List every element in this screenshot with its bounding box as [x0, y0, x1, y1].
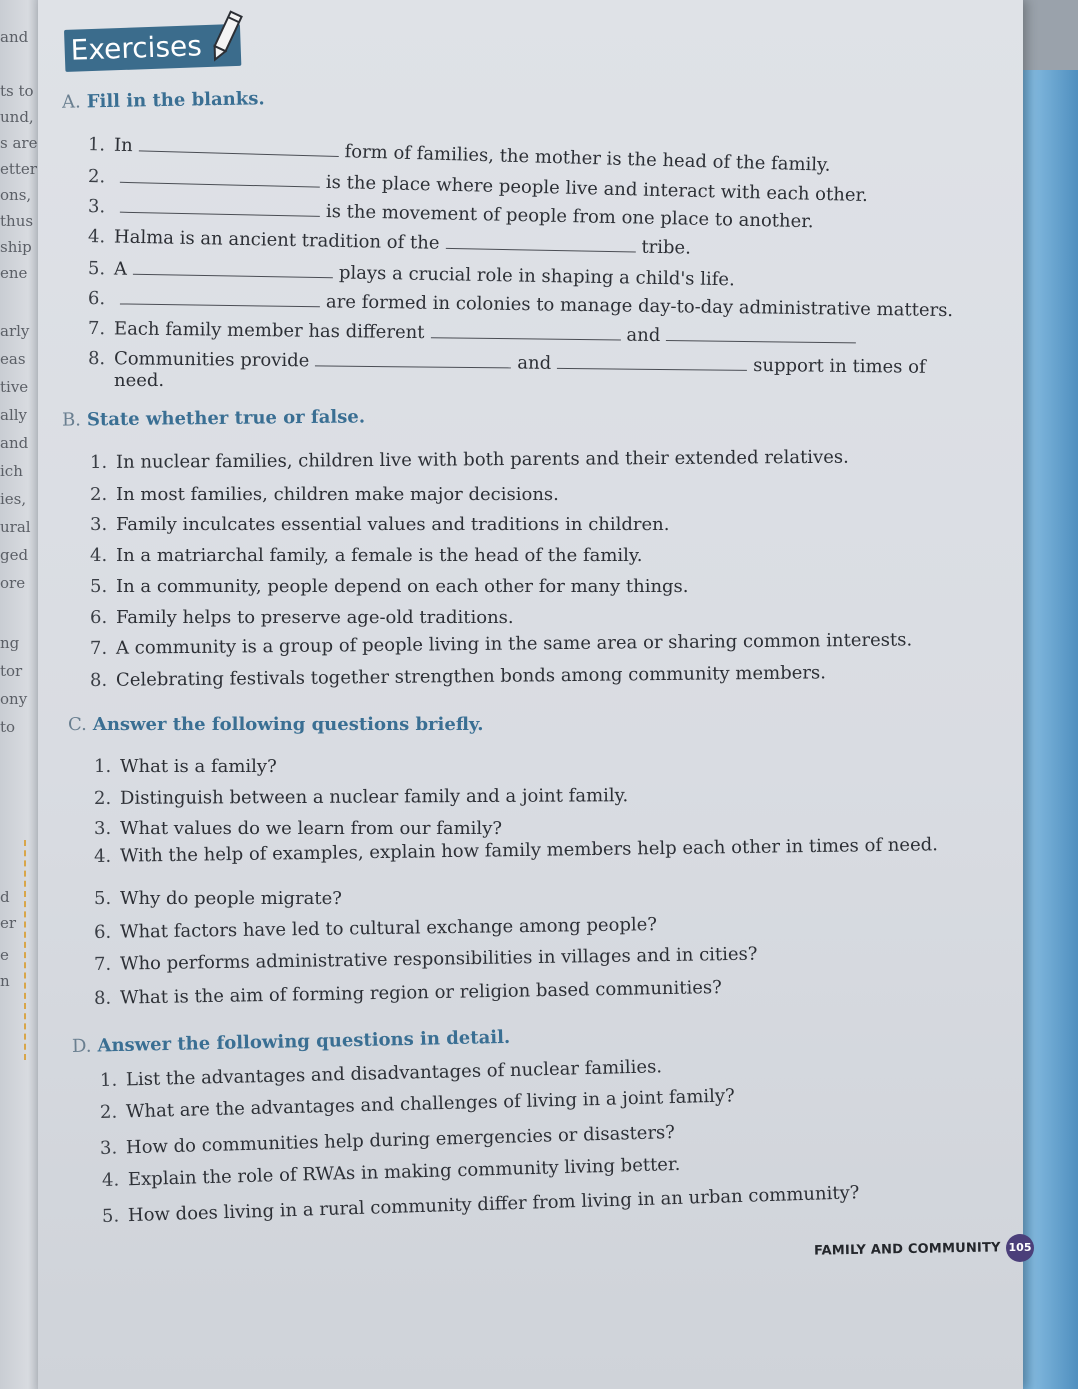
list-item — [90, 447, 849, 473]
item-text: List the advantages and disadvantages of nuclear families. — [125, 1056, 663, 1091]
margin-fragment: ship — [0, 238, 32, 256]
item-number: 6. — [93, 921, 112, 943]
item-number: 3. — [87, 196, 106, 218]
margin-fragment: thus — [0, 212, 34, 230]
margin-fragment: e — [0, 946, 9, 964]
answer-blank — [120, 198, 320, 217]
list-item — [94, 785, 628, 809]
item-text: are formed in colonies to manage day-to-day administrative matters. — [325, 291, 954, 322]
list-item — [100, 1085, 735, 1123]
item-number: 8. — [89, 669, 108, 691]
item-text: What factors have led to cultural exchange among people? — [119, 914, 658, 943]
margin-fragment: etter — [0, 160, 37, 178]
item-text: What are the advantages and challenges of living in a joint family? — [125, 1085, 736, 1123]
list-item — [94, 756, 277, 777]
margin-fragment: ies, — [0, 490, 27, 508]
page-number-badge: 105 — [1006, 1234, 1034, 1262]
item-text: support in times of — [753, 354, 926, 378]
margin-fragment: ts to — [0, 82, 34, 100]
item-text: Each family member has different — [113, 318, 425, 344]
item-text: A — [113, 258, 128, 280]
item-number: 2. — [87, 166, 106, 188]
section-letter: A. — [61, 91, 81, 113]
list-item — [102, 1182, 860, 1227]
answer-blank — [557, 354, 747, 371]
item-text: In a community, people depend on each other for many things. — [116, 576, 689, 597]
margin-fragment: ich — [0, 462, 23, 480]
answer-blank — [120, 168, 320, 188]
margin-fragment: ore — [0, 574, 26, 592]
item-text: form of families, the mother is the head of the family. — [344, 141, 831, 176]
item-number: 2. — [90, 484, 108, 505]
margin-fragment: d — [0, 888, 10, 906]
item-text: In — [113, 134, 133, 157]
item-text: tribe. — [641, 236, 692, 259]
item-text: and — [626, 324, 661, 346]
blank-item — [88, 226, 691, 259]
list-item — [94, 888, 342, 909]
blank-item — [88, 288, 953, 321]
pencil-icon — [206, 8, 246, 64]
answer-blank — [139, 136, 339, 157]
margin-fragment: tor — [0, 662, 23, 680]
blank-item — [88, 318, 863, 348]
item-text: With the help of examples, explain how family members help each other in times of need. — [119, 834, 939, 867]
item-number: 3. — [94, 818, 112, 839]
item-text: Family inculcates essential values and traditions in children. — [116, 514, 670, 535]
margin-fragment: and — [0, 434, 29, 452]
list-item — [90, 514, 670, 535]
section-c-heading — [68, 714, 484, 735]
section-letter: D. — [71, 1035, 92, 1057]
list-item — [94, 818, 502, 839]
item-text: What values do we learn from our family? — [120, 818, 503, 839]
section-b-heading — [62, 406, 365, 430]
item-text: Family helps to preserve age-old traditions. — [116, 607, 514, 628]
answer-blank — [315, 351, 511, 368]
answer-blank — [133, 260, 333, 278]
list-item — [90, 484, 559, 505]
list-item — [94, 834, 938, 867]
margin-fragment: ons, — [0, 186, 32, 204]
answer-blank — [445, 234, 635, 253]
section-letter: B. — [61, 409, 82, 431]
exercises-title-banner: Exercises — [64, 24, 241, 72]
item-number: 4. — [90, 545, 108, 566]
section-d-heading — [72, 1027, 511, 1057]
item-text: plays a crucial role in shaping a child's life. — [338, 262, 735, 291]
answer-blank — [120, 289, 320, 307]
dashed-margin-border — [24, 840, 26, 1060]
blank-item-continuation: need. — [114, 370, 165, 391]
item-text: and — [517, 352, 552, 374]
item-number: 1. — [87, 134, 106, 156]
list-item — [100, 1122, 675, 1159]
item-text: A community is a group of people living in the same area or sharing common interests. — [115, 629, 913, 659]
margin-fragment: and — [0, 28, 29, 46]
item-number: 4. — [87, 226, 106, 248]
item-number: 6. — [87, 288, 106, 310]
item-text: is the movement of people from one place to another. — [325, 200, 814, 233]
margin-fragment: n — [0, 972, 10, 990]
item-number: 8. — [93, 987, 112, 1009]
list-item — [90, 576, 689, 597]
item-number: 5. — [87, 258, 106, 280]
item-text: Halma is an ancient tradition of the — [113, 226, 440, 254]
margin-fragment: ng — [0, 634, 20, 652]
item-text: Communities provide — [113, 348, 310, 372]
item-number: 3. — [90, 514, 108, 535]
margin-fragment: s are — [0, 134, 38, 152]
item-number: 7. — [87, 318, 106, 340]
item-text: In a matriarchal family, a female is the head of the family. — [116, 545, 643, 566]
item-text: Explain the role of RWAs in making community living better. — [127, 1153, 681, 1191]
list-item — [90, 662, 826, 691]
answer-blank — [430, 323, 620, 340]
section-title: Answer the following questions briefly. — [92, 714, 484, 735]
exercise-page — [38, 0, 1032, 1389]
section-a-heading — [62, 88, 265, 113]
margin-fragment: eas — [0, 350, 26, 368]
item-number: 1. — [94, 756, 112, 777]
item-text: Celebrating festivals together strengthen bonds among community members. — [115, 662, 826, 691]
margin-fragment: tive — [0, 378, 29, 396]
margin-fragment: er — [0, 914, 17, 932]
item-number: 3. — [99, 1137, 118, 1159]
item-number: 1. — [89, 451, 108, 473]
item-number: 4. — [93, 845, 112, 867]
item-text: Who performs administrative responsibilities in villages and in cities? — [119, 943, 758, 975]
blank-item — [88, 258, 735, 290]
item-number: 8. — [87, 348, 106, 370]
item-text: How does living in a rural community differ from living in an urban community? — [127, 1182, 860, 1227]
item-text: What is a family? — [120, 756, 277, 777]
section-title: State whether true or false. — [86, 406, 366, 431]
item-text: In most families, children make major decisions. — [116, 484, 559, 505]
margin-fragment: ene — [0, 264, 28, 282]
item-text: In nuclear families, children live with both parents and their extended relatives. — [115, 446, 849, 473]
item-number: 2. — [93, 787, 112, 809]
list-item — [90, 545, 642, 566]
item-text: Distinguish between a nuclear family and a joint family. — [119, 785, 629, 809]
list-item — [94, 977, 722, 1009]
adjacent-page-edge — [0, 0, 40, 1389]
item-number: 6. — [90, 607, 108, 628]
blank-item — [88, 348, 926, 378]
margin-fragment: arly — [0, 322, 30, 340]
item-text: What is the aim of forming region or religion based communities? — [119, 977, 723, 1009]
chapter-footer-label: FAMILY AND COMMUNITY — [813, 1240, 1001, 1259]
section-letter: C. — [68, 714, 87, 735]
answer-blank — [666, 326, 856, 343]
item-number: 2. — [99, 1101, 118, 1123]
list-item — [90, 629, 912, 659]
list-item — [100, 1056, 663, 1091]
margin-fragment: ally — [0, 406, 28, 424]
margin-fragment: ged — [0, 546, 29, 564]
item-number: 7. — [93, 953, 112, 975]
margin-fragment: ony — [0, 690, 28, 708]
item-number: 7. — [89, 637, 108, 659]
item-number: 5. — [90, 576, 108, 597]
margin-fragment: ural — [0, 518, 31, 536]
list-item — [102, 1154, 681, 1191]
item-text: is the place where people live and interact with each other. — [325, 171, 869, 207]
item-text: Why do people migrate? — [120, 888, 342, 909]
list-item — [94, 914, 657, 943]
item-number: 5. — [101, 1205, 120, 1227]
item-text: How do communities help during emergencies or disasters? — [125, 1121, 676, 1159]
list-item — [94, 944, 758, 975]
margin-fragment: und, — [0, 108, 34, 126]
list-item — [90, 607, 514, 628]
section-title: Fill in the blanks. — [86, 88, 265, 113]
item-number: 1. — [99, 1069, 118, 1091]
item-number: 4. — [101, 1169, 120, 1191]
margin-fragment: to — [0, 718, 16, 736]
item-number: 5. — [94, 888, 112, 909]
section-title: Answer the following questions in detail. — [97, 1026, 511, 1057]
